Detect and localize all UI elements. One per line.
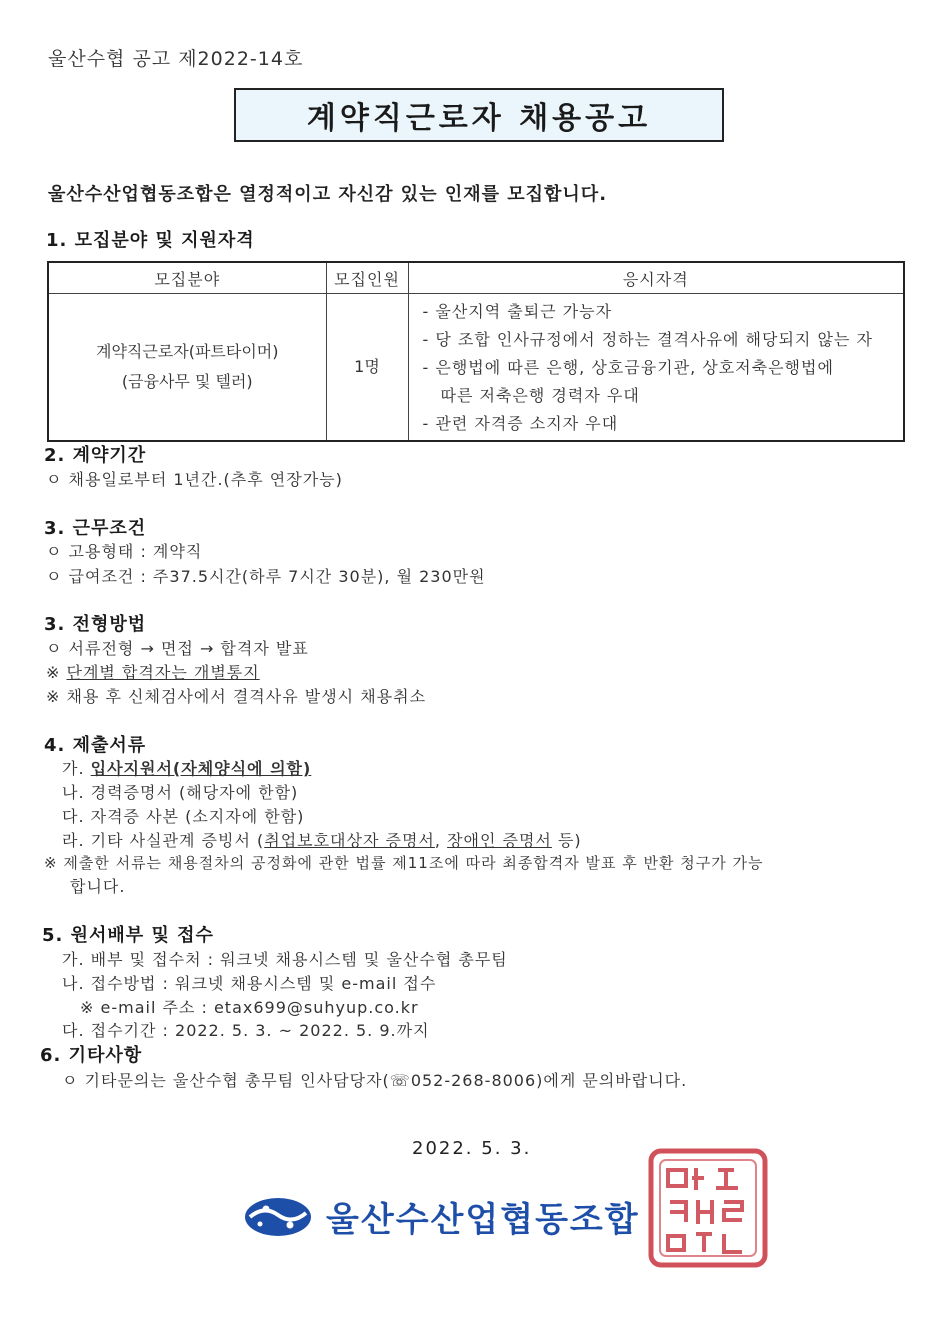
qual-item: 따른 저축은행 경력자 우대 xyxy=(440,386,640,405)
section-2-heading: 2. 계약기간 xyxy=(44,445,147,466)
underlined-text: 단계별 합격자는 개별통지 xyxy=(66,663,260,682)
qual-item: - 관련 자격증 소지자 우대 xyxy=(422,414,619,433)
intro-text: 울산수산업협동조합은 열정적이고 자신감 있는 인재를 모집합니다. xyxy=(48,184,608,205)
section-5-line: 가. 배부 및 접수처 : 워크넷 채용시스템 및 울산수협 총무팀 xyxy=(62,950,508,969)
qual-item: - 당 조합 인사규정에서 정하는 결격사유에 해당되지 않는 자 xyxy=(422,330,873,349)
underlined-text: 취업보호대상자 증명서 xyxy=(264,831,435,850)
item-prefix: 라. 기타 사실관계 증빙서 ( xyxy=(62,831,265,850)
section-3b-line: ※ 채용 후 신체검사에서 결격사유 발생시 채용취소 xyxy=(46,687,427,706)
section-4-heading: 4. 제출서류 xyxy=(44,735,147,756)
section-3-heading: 3. 근무조건 xyxy=(44,518,147,539)
qual-item: - 은행법에 따른 은행, 상호금융기관, 상호저축은행법에 xyxy=(422,358,834,377)
section-2-line: ㅇ 채용일로부터 1년간.(추후 연장가능) xyxy=(46,470,343,489)
requirements-table xyxy=(47,261,905,442)
page-title: 계약직근로자 채용공고 xyxy=(306,101,652,136)
field-line: 계약직근로자(파트타이머) xyxy=(95,342,279,361)
section-4-item-d xyxy=(62,828,582,851)
phone-icon: ☏ xyxy=(389,1071,411,1090)
section-4-item-c: 다. 자격증 사본 (소지자에 한함) xyxy=(62,807,305,826)
count-cell: 1명 xyxy=(326,294,408,442)
table-row xyxy=(48,294,904,442)
quals-cell xyxy=(408,294,904,442)
section-5-line: ※ e-mail 주소 : etax699@suhyup.co.kr xyxy=(80,998,419,1017)
title-box xyxy=(234,88,724,142)
qual-item: - 울산지역 출퇴근 가능자 xyxy=(422,302,613,321)
section-3b-line: ㅇ 서류전형 → 면접 → 합격자 발표 xyxy=(46,639,309,658)
table-header-field: 모집분야 xyxy=(48,262,326,294)
section-3b-heading: 3. 전형방법 xyxy=(44,614,147,635)
section-4-item-b: 나. 경력증명서 (해당자에 한함) xyxy=(62,783,299,802)
section-6-heading: 6. 기타사항 xyxy=(40,1045,143,1066)
field-cell xyxy=(48,294,326,442)
org-logo xyxy=(244,1192,640,1241)
note-mark: ※ xyxy=(46,663,67,682)
section-4-item-a xyxy=(62,756,311,779)
section-3-line: ㅇ 고용형태 : 계약직 xyxy=(46,542,203,561)
section-5-line: 다. 접수기간 : 2022. 5. 3. ~ 2022. 5. 9.까지 xyxy=(62,1021,430,1040)
section-3b-line xyxy=(46,660,260,683)
table-header-count: 모집인원 xyxy=(326,262,408,294)
underlined-text: 장애인 증명서 xyxy=(447,831,552,850)
line-suffix: 052-268-8006)에게 문의바랍니다. xyxy=(410,1071,688,1090)
table-header-row xyxy=(48,262,904,294)
table-header-quals: 응시자격 xyxy=(408,262,904,294)
document-number: 울산수협 공고 제2022-14호 xyxy=(48,48,304,70)
field-line: (금융사무 및 텔러) xyxy=(121,372,253,391)
section-4-note: 합니다. xyxy=(70,877,126,896)
line-prefix: ㅇ 기타문의는 울산수협 총무팀 인사담당자( xyxy=(62,1071,390,1090)
underlined-text: 입사지원서(자체양식에 의함) xyxy=(90,759,312,778)
item-suffix: 등) xyxy=(551,831,582,850)
issue-date: 2022. 5. 3. xyxy=(412,1138,532,1159)
org-name: 울산수산업협동조합 xyxy=(326,1200,640,1240)
section-6-line xyxy=(62,1068,687,1091)
section-3-line: ㅇ 급여조건 : 주37.5시간(하루 7시간 30분), 월 230만원 xyxy=(46,567,486,586)
suhyup-logo-icon xyxy=(244,1197,312,1237)
official-seal-icon xyxy=(648,1148,768,1268)
separator: , xyxy=(434,831,448,850)
section-4-note: ※ 제출한 서류는 채용절차의 공정화에 관한 법률 제11조에 따라 최종합격자 발표 후 반환 청구가 가능 xyxy=(44,854,764,872)
item-prefix: 가. xyxy=(62,759,91,778)
section-5-line: 나. 접수방법 : 워크넷 채용시스템 및 e-mail 접수 xyxy=(62,974,437,993)
section-5-heading: 5. 원서배부 및 접수 xyxy=(42,925,214,946)
section-1-heading: 1. 모집분야 및 지원자격 xyxy=(46,230,255,251)
